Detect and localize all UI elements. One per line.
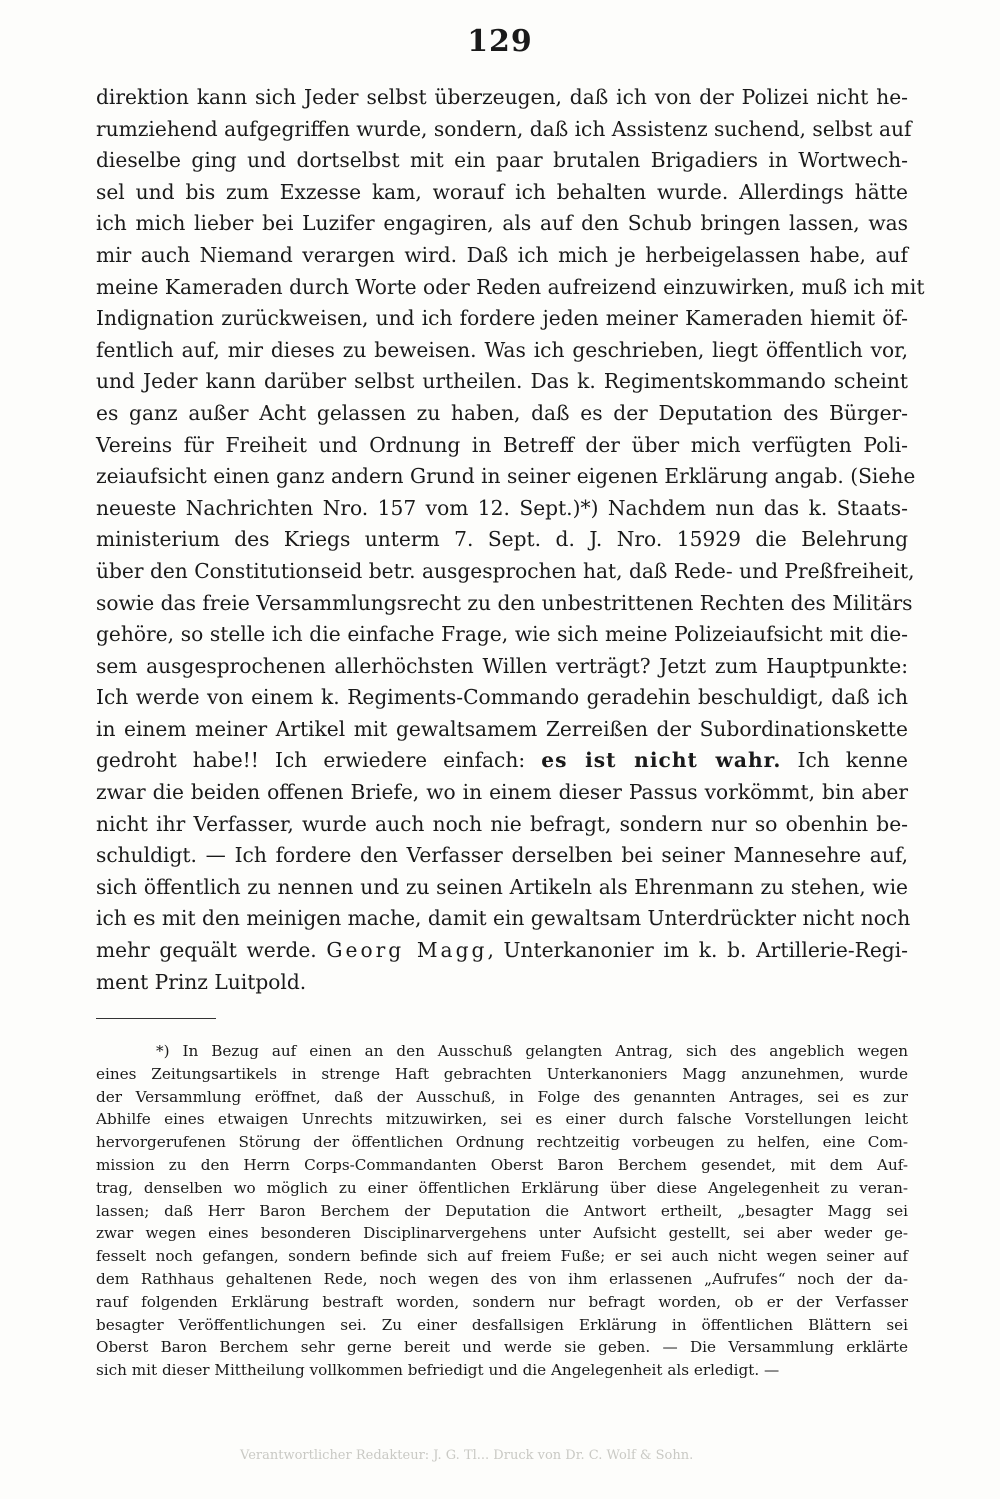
- text-segment: ich es mit den meinigen mache, damit ein gewaltsam Unterdrückter nicht noch: [96, 906, 911, 931]
- text-line: [96, 840, 908, 872]
- footnote-line: der Versammlung eröffnet, daß der Ausschuß, in Folge des genannten Antrages, sei es zur: [96, 1087, 908, 1106]
- text-segment: in einem meiner Artikel mit gewaltsamem Zerreißen der Subordinationskette: [96, 716, 908, 741]
- text-segment: gedroht habe!! Ich erwiedere einfach:: [96, 748, 542, 773]
- page-number: 129: [467, 24, 533, 59]
- footnote-line: Oberst Baron Berchem sehr gerne bereit und werde sie geben. — Die Versammlung erklärte: [96, 1338, 908, 1357]
- text-segment: rumziehend aufgegriffen wurde, sondern, daß ich Assistenz suchend, selbst auf: [96, 116, 912, 141]
- text-line: [96, 208, 908, 240]
- text-line: [96, 745, 908, 777]
- text-segment: , Unterkanonier im k. b. Artillerie-Regi-: [487, 938, 908, 963]
- text-segment: zwar die beiden offenen Briefe, wo in einem dieser Passus vorkömmt, bin aber: [96, 780, 908, 805]
- footnote-line: zwar wegen eines besonderen Disciplinarvergehens unter Aufsicht gestellt, sei aber weder ge-: [96, 1224, 908, 1243]
- text-line: [96, 114, 912, 146]
- text-line: [96, 82, 908, 114]
- footnote-block: [96, 1040, 908, 1382]
- text-line: [96, 461, 916, 493]
- emphasized-phrase: es ist nicht wahr.: [541, 748, 782, 773]
- text-segment: schuldigt. — Ich fordere den Verfasser derselben bei seiner Mannesehre auf,: [96, 843, 908, 868]
- footnote-line: sich mit dieser Mittheilung vollkommen befriedigt und die Angelegenheit als erledigt. —: [96, 1361, 780, 1380]
- text-line: [96, 651, 908, 683]
- text-segment: ministerium des Kriegs unterm 7. Sept. d. J. Nro. 15929 die Belehrung: [96, 527, 908, 552]
- text-line: [96, 967, 908, 999]
- text-line: [96, 714, 908, 746]
- text-segment: ment Prinz Luitpold.: [96, 969, 307, 994]
- text-line: [96, 588, 913, 620]
- text-segment: Vereins für Freiheit und Ordnung in Betreff der über mich verfügten Poli-: [96, 432, 908, 457]
- text-line: [96, 493, 908, 525]
- text-line: [96, 556, 915, 588]
- text-segment: Ich werde von einem k. Regiments-Commando geradehin beschuldigt, daß ich: [96, 685, 908, 710]
- text-segment: mir auch Niemand verargen wird. Daß ich mich je herbeigelassen habe, auf: [96, 242, 908, 267]
- main-text-body: [96, 82, 925, 998]
- footnote-line: dem Rathhaus gehaltenen Rede, noch wegen des von ihm erlassenen „Aufrufes“ noch der da-: [96, 1269, 908, 1288]
- text-segment: nicht ihr Verfasser, wurde auch noch nie befragt, sondern nur so obenhin be-: [96, 811, 908, 836]
- text-segment: sich öffentlich zu nennen und zu seinen Artikeln als Ehrenmann zu stehen, wie: [96, 874, 908, 899]
- footnote-line: eines Zeitungsartikels in strenge Haft gebrachten Unterkanoniers Magg anzunehmen, wurde: [96, 1064, 908, 1083]
- text-line: [96, 177, 908, 209]
- text-segment: mehr gequält werde.: [96, 938, 327, 963]
- text-segment: neueste Nachrichten Nro. 157 vom 12. Sept.)*) Nachdem nun das k. Staats-: [96, 495, 908, 520]
- text-segment: meine Kameraden durch Worte oder Reden aufreizend einzuwirken, muß ich mit: [96, 274, 925, 299]
- text-segment: zeiaufsicht einen ganz andern Grund in seiner eigenen Erklärung angab. (Siehe: [96, 464, 916, 489]
- text-line: [96, 935, 908, 967]
- text-segment: es ganz außer Acht gelassen zu haben, daß es der Deputation des Bürger-: [96, 400, 908, 425]
- text-line: [96, 430, 908, 462]
- faint-footer-imprint: Verantwortlicher Redakteur: J. G. Tl... Druck von Dr. C. Wolf & Sohn.: [240, 1448, 694, 1463]
- text-line: [96, 145, 908, 177]
- text-line: [96, 303, 908, 335]
- text-line: [96, 903, 911, 935]
- footnote-separator-rule: [96, 1018, 216, 1019]
- text-line: [96, 619, 908, 651]
- footnote-line: hervorgerufenen Störung der öffentlichen Ordnung rechtzeitig vorbeugen zu helfen, eine Com-: [96, 1133, 908, 1152]
- footnote-line: fesselt noch gefangen, sondern befinde sich auf freiem Fuße; er sei auch nicht wegen seiner auf: [96, 1247, 908, 1266]
- text-line: [96, 366, 908, 398]
- text-line: [96, 335, 908, 367]
- text-segment: Ich kenne: [781, 748, 909, 773]
- text-segment: gehöre, so stelle ich die einfache Frage, wie sich meine Polizeiaufsicht mit die-: [96, 622, 908, 647]
- text-line: [96, 777, 908, 809]
- footnote-line: rauf folgenden Erklärung bestraft worden, sondern nur befragt worden, ob er der Verfasser: [96, 1292, 908, 1311]
- footnote-line: lassen; daß Herr Baron Berchem der Deputation die Antwort ertheilt, „besagter Magg sei: [96, 1201, 908, 1220]
- footnote-line: Abhilfe eines etwaigen Unrechts mitzuwirken, sei es einer durch falsche Vorstellungen leicht: [96, 1110, 908, 1129]
- text-segment: ich mich lieber bei Luzifer engagiren, als auf den Schub bringen lassen, was: [96, 211, 908, 236]
- footnote-line: mission zu den Herrn Corps-Commandanten Oberst Baron Berchem gesendet, mit dem Auf-: [96, 1155, 908, 1174]
- text-segment: sowie das freie Versammlungsrecht zu den unbestrittenen Rechten des Militärs: [96, 590, 913, 615]
- author-name: Georg Magg: [326, 938, 488, 963]
- text-line: [96, 240, 908, 272]
- footnote-line: trag, denselben wo möglich zu einer öffentlichen Erklärung über diese Angelegenheit zu veran-: [96, 1178, 908, 1197]
- text-segment: und Jeder kann darüber selbst urtheilen. Das k. Regimentskommando scheint: [96, 369, 908, 394]
- text-segment: sel und bis zum Exzesse kam, worauf ich behalten wurde. Allerdings hätte: [96, 179, 908, 204]
- text-segment: fentlich auf, mir dieses zu beweisen. Was ich geschrieben, liegt öffentlich vor,: [96, 337, 908, 362]
- footnote-line: besagter Veröffentlichungen sei. Zu einer desfallsigen Erklärung in öffentlichen Blättern sei: [96, 1315, 908, 1334]
- text-line: [96, 809, 908, 841]
- text-segment: Indignation zurückweisen, und ich fordere jeden meiner Kameraden hiemit öf-: [96, 306, 908, 331]
- text-line: [96, 524, 908, 556]
- text-segment: direktion kann sich Jeder selbst überzeugen, daß ich von der Polizei nicht he-: [96, 85, 908, 109]
- text-line: [96, 398, 908, 430]
- footnote-line: *) In Bezug auf einen an den Ausschuß gelangten Antrag, sich des angeblich wegen: [156, 1042, 908, 1060]
- text-line: [96, 682, 908, 714]
- text-segment: sem ausgesprochenen allerhöchsten Willen verträgt? Jetzt zum Hauptpunkte:: [96, 653, 908, 678]
- text-segment: über den Constitutionseid betr. ausgesprochen hat, daß Rede- und Preßfreiheit,: [96, 558, 915, 583]
- text-line: [96, 872, 908, 904]
- text-segment: dieselbe ging und dortselbst mit ein paar brutalen Brigadiers in Wortwech-: [96, 148, 908, 173]
- text-line: [96, 272, 925, 304]
